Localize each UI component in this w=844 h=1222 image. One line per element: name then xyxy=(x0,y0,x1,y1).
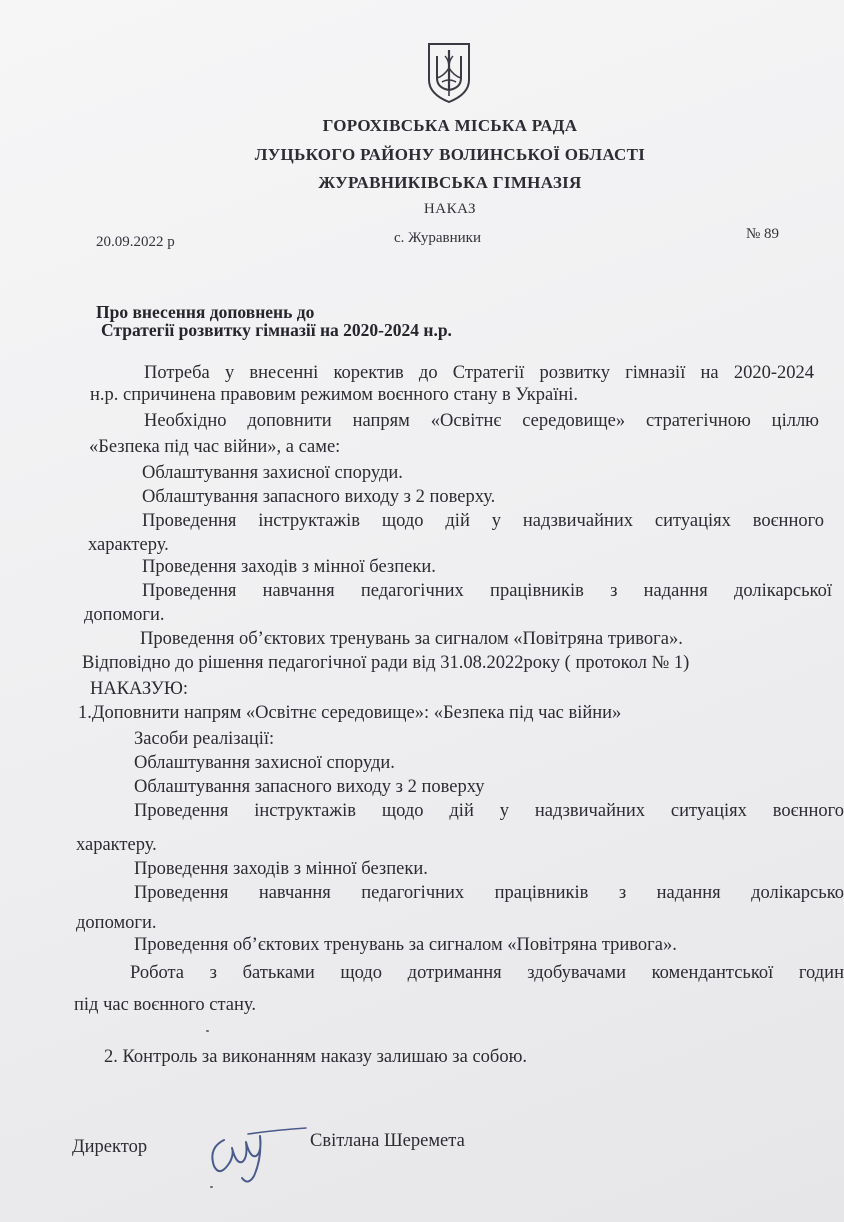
means-item-5-line-2: допомоги. xyxy=(76,913,157,933)
means-heading: Засоби реалізації: xyxy=(134,729,275,749)
trident-emblem-icon xyxy=(426,42,472,104)
action-item-1: Облаштування захисної споруди. xyxy=(142,463,403,483)
action-item-6: Проведення об’єктових тренувань за сигналом «Повітряна тривога». xyxy=(140,629,683,649)
body-paragraph-2-line-1: Необхідно доповнити напрям «Освітнє середовище» стратегічною ціллю xyxy=(144,411,819,431)
means-item-7-line-2: під час воєнного стану. xyxy=(74,995,256,1015)
council-title: ГОРОХІВСЬКА МІСЬКА РАДА xyxy=(322,116,578,135)
order-date: 20.09.2022 р xyxy=(96,234,175,250)
action-item-3-line-1: Проведення інструктажів щодо дій у надзвичайних ситуаціях воєнного xyxy=(142,511,824,531)
order-number: № 89 xyxy=(746,226,780,242)
action-item-4: Проведення заходів з мінної безпеки. xyxy=(142,557,436,577)
means-item-5-line-1: Проведення навчання педагогічних працівників з надання долікарсько xyxy=(134,883,844,903)
means-item-1: Облаштування захисної споруди. xyxy=(134,753,395,773)
action-item-5-line-1: Проведення навчання педагогічних працівників з надання долікарської xyxy=(142,581,832,601)
means-item-3-line-1: Проведення інструктажів щодо дій у надзвичайних ситуаціях воєнного xyxy=(134,801,844,821)
means-item-2: Облаштування запасного виходу з 2 поверху xyxy=(134,777,485,797)
subject-line-2: Стратегії розвитку гімназії на 2020-2024 н.р. xyxy=(101,320,452,340)
basis-line: Відповідно до рішення педагогічної ради від 31.08.2022року ( протокол № 1) xyxy=(82,653,690,673)
order-place: с. Журавники xyxy=(394,230,481,246)
body-paragraph-1-line-1: Потреба у внесенні коректив до Стратегії розвитку гімназії на 2020-2024 xyxy=(144,363,814,383)
means-item-7-line-1: Робота з батьками щодо дотримання здобувачами комендантської годин xyxy=(130,963,844,983)
director-name: Світлана Шеремета xyxy=(310,1131,465,1151)
means-item-3-line-2: характеру. xyxy=(76,835,157,855)
order-item-1: 1.Доповнити напрям «Освітнє середовище»: «Безпека під час війни» xyxy=(78,703,622,723)
order-directive-word: НАКАЗУЮ: xyxy=(90,679,189,699)
body-paragraph-2-line-2: «Безпека під час війни», а саме: xyxy=(89,437,341,457)
subject-line-1: Про внесення доповнень до xyxy=(96,302,315,322)
ink-dot xyxy=(210,1186,213,1188)
document-type: НАКАЗ xyxy=(423,201,477,217)
district-title: ЛУЦЬКОГО РАЙОНУ ВОЛИНСЬКОЇ ОБЛАСТІ xyxy=(254,145,646,164)
school-title: ЖУРАВНИКІВСЬКА ГІМНАЗІЯ xyxy=(318,173,582,192)
action-item-5-line-2: допомоги. xyxy=(84,605,165,625)
action-item-2: Облаштування запасного виходу з 2 поверху. xyxy=(142,487,496,507)
means-item-4: Проведення заходів з мінної безпеки. xyxy=(134,859,428,879)
action-item-3-line-2: характеру. xyxy=(88,535,169,555)
handwritten-signature-icon xyxy=(202,1118,312,1188)
director-title: Директор xyxy=(72,1137,148,1157)
order-item-2: 2. Контроль за виконанням наказу залишаю за собою. xyxy=(104,1047,528,1067)
ink-dot xyxy=(206,1030,209,1032)
body-paragraph-1-line-2: н.р. спричинена правовим режимом воєнного стану в Україні. xyxy=(90,385,579,405)
means-item-6: Проведення об’єктових тренувань за сигналом «Повітряна тривога». xyxy=(134,935,677,955)
